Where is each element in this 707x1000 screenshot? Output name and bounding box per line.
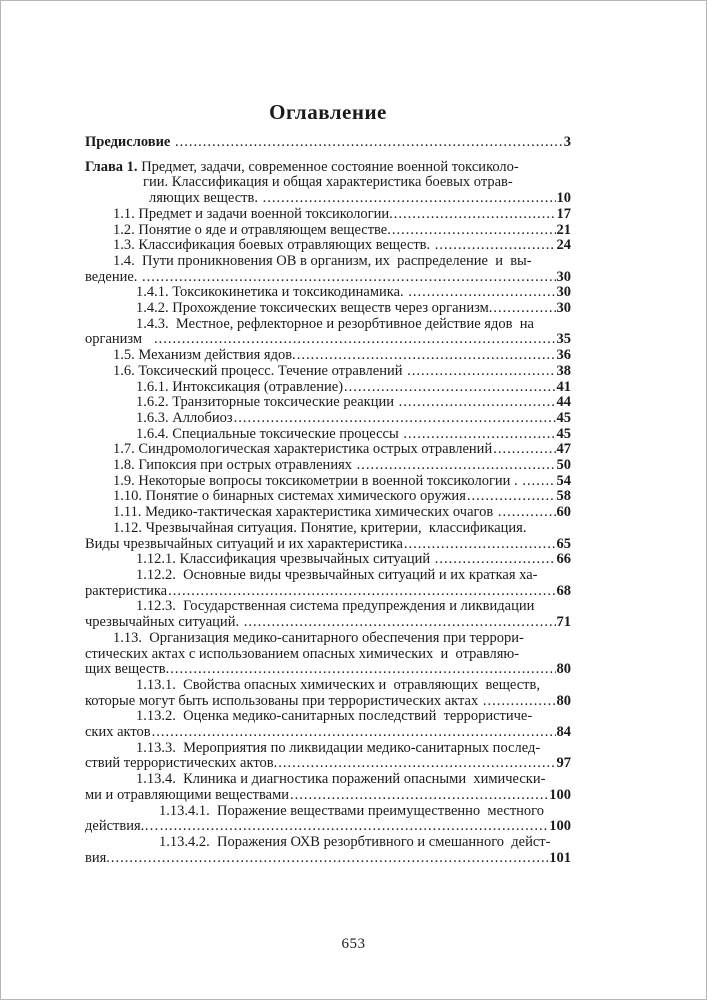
toc-entry-text: 1.1. Предмет и задачи военной токсикологии. <box>113 205 393 222</box>
toc-line <box>85 238 571 254</box>
toc-line <box>85 835 571 851</box>
dot-leader <box>290 788 548 804</box>
toc-page-number: 54 <box>556 472 571 489</box>
toc-entry-text: 1.13.1. Свойства опасных химических и отравляющих веществ, <box>136 676 540 693</box>
toc-line <box>85 270 571 286</box>
toc-entry-text: 1.10. Понятие о бинарных системах химического оружия <box>113 488 466 505</box>
toc-entry-text: 1.9. Некоторые вопросы токсикометрии в военной токсикологии . <box>113 472 522 489</box>
toc-entry-text: рактеристика <box>85 582 168 599</box>
toc-line <box>85 631 571 647</box>
toc-entry-text: 1.12.1. Классификация чрезвычайных ситуаций <box>136 551 434 568</box>
toc-page-number: 38 <box>556 362 571 379</box>
toc-line <box>85 135 571 151</box>
toc-line <box>85 552 571 568</box>
toc-entry-text: Предмет, задачи, современное состояние военной токсиколо- <box>137 158 519 175</box>
toc-line <box>85 474 571 490</box>
toc-line <box>85 191 571 207</box>
toc-page-number: 66 <box>556 551 571 568</box>
toc-lines <box>85 135 571 866</box>
toc-entry-text: ведение. <box>85 268 142 285</box>
toc-line <box>85 301 571 317</box>
toc-line <box>85 332 571 348</box>
toc-entry-text: которые могут быть использованы при террористических актах <box>85 692 482 709</box>
toc-line <box>85 694 571 710</box>
toc-entry-text: 1.6.1. Интоксикация (отравление) <box>136 378 344 395</box>
toc-page-number: 58 <box>556 488 571 505</box>
toc-entry-text: стических актах с использованием опасных химических и отравляю- <box>85 645 520 662</box>
toc-line <box>85 647 571 663</box>
toc-line <box>85 505 571 521</box>
toc-line <box>85 364 571 380</box>
toc-page-number: 100 <box>549 818 571 835</box>
toc-line <box>85 819 571 835</box>
toc-page-number: 3 <box>563 134 571 150</box>
dot-leader <box>408 285 555 301</box>
toc-page-number: 10 <box>556 190 571 207</box>
toc-entry-text: 1.5. Механизм действия ядов. <box>113 347 296 364</box>
toc-entry-text: 1.13.4.1. Поражение веществами преимущественно местного <box>159 802 545 819</box>
toc-line <box>85 568 571 584</box>
dot-leader <box>152 725 556 741</box>
toc-page-number: 41 <box>556 378 571 395</box>
toc-page-number: 97 <box>556 755 571 772</box>
toc-page-number: 30 <box>556 300 571 317</box>
toc-entry-text: 1.3. Классификация боевых отравляющих веществ. <box>113 237 434 254</box>
dot-leader <box>435 238 556 254</box>
toc-line <box>85 804 571 820</box>
toc-page-number: 30 <box>556 284 571 301</box>
dot-leader <box>160 819 549 835</box>
dot-leader <box>522 474 555 490</box>
dot-leader <box>263 191 556 207</box>
dot-leader <box>244 615 556 631</box>
toc-page-number: 35 <box>556 331 571 348</box>
page-title: Оглавление <box>269 100 387 124</box>
toc-page-number: 36 <box>556 347 571 364</box>
dot-leader <box>111 851 548 867</box>
toc-page-number: 84 <box>556 724 571 741</box>
dot-leader <box>154 332 556 348</box>
toc-line <box>85 725 571 741</box>
toc-line <box>85 175 571 191</box>
toc-entry-text: Виды чрезвычайных ситуаций и их характеристика <box>85 535 403 552</box>
toc-line <box>85 223 571 239</box>
toc-page-number: 17 <box>556 205 571 222</box>
dot-leader <box>234 411 556 427</box>
toc-entry-text: 1.6.3. Аллобиоз <box>136 409 233 426</box>
toc-entry-text: Предисловие <box>85 134 174 150</box>
toc-entry-text: гии. Классификация и общая характеристика боевых отрав- <box>143 174 513 191</box>
toc-entry-text: ствий террористических актов. <box>85 755 278 772</box>
toc-line <box>85 599 571 615</box>
toc-entry-text: 1.6. Токсический процесс. Течение отравлений <box>113 362 407 379</box>
toc-line <box>85 380 571 396</box>
toc-line <box>85 395 571 411</box>
dot-leader <box>399 395 556 411</box>
toc-entry-text: 1.12. Чрезвычайная ситуация. Понятие, критерии, классификация. <box>113 519 527 536</box>
toc-page-number: 45 <box>556 425 571 442</box>
toc-line <box>85 584 571 600</box>
toc-page-number: 80 <box>556 661 571 678</box>
toc-page-number: 47 <box>556 441 571 458</box>
dot-leader <box>403 427 555 443</box>
toc-line <box>85 254 571 270</box>
dot-leader <box>467 489 556 505</box>
dot-leader <box>170 662 555 678</box>
dot-leader <box>493 442 555 458</box>
toc-line <box>85 537 571 553</box>
toc-entry-text: 1.4.1. Токсикокинетика и токсикодинамика. <box>136 284 408 301</box>
toc-line <box>85 756 571 772</box>
toc-entry-text: щих веществ. <box>85 661 170 678</box>
toc-entry-text: 1.13.2. Оценка медико-санитарных последствий террористиче- <box>136 708 533 725</box>
dot-leader <box>483 694 556 710</box>
dot-leader <box>278 756 555 772</box>
toc-line <box>85 411 571 427</box>
toc-line <box>85 207 571 223</box>
dot-leader <box>344 380 555 396</box>
dot-leader <box>435 552 556 568</box>
toc-line <box>85 427 571 443</box>
toc-content <box>85 99 571 866</box>
toc-line <box>85 458 571 474</box>
toc-entry-text: 1.13.4.2. Поражения ОХВ резорбтивного и смешанного дейст- <box>159 833 551 850</box>
dot-leader <box>407 364 555 380</box>
toc-page-number: 71 <box>556 614 571 631</box>
dot-leader <box>357 458 556 474</box>
toc-entry-text: 1.8. Гипоксия при острых отравлениях <box>113 457 356 474</box>
toc-entry-text: 1.13. Организация медико-санитарного обеспечения при террори- <box>113 629 524 646</box>
toc-entry-prefix: Глава 1. <box>85 158 138 175</box>
toc-page-number: 68 <box>556 582 571 599</box>
toc-entry-text: вия. <box>85 849 110 866</box>
toc-entry-text: организм <box>85 331 153 348</box>
dot-leader <box>493 301 555 317</box>
toc-entry-text: 1.7. Синдромологическая характеристика острых отравлений <box>113 441 493 458</box>
toc-entry-text: действия.… <box>85 818 159 835</box>
toc-entry-text: 1.6.4. Специальные токсические процессы <box>136 425 403 442</box>
toc-line <box>85 851 571 867</box>
toc-page-number: 50 <box>556 457 571 474</box>
toc-page-number: 60 <box>556 504 571 521</box>
dot-leader <box>498 505 556 521</box>
dot-leader <box>168 584 555 600</box>
toc-entry-text: ляющих веществ. <box>149 190 262 207</box>
toc-line <box>85 489 571 505</box>
toc-line <box>85 678 571 694</box>
toc-page-number: 101 <box>549 849 571 866</box>
toc-line <box>85 709 571 725</box>
toc-line <box>85 741 571 757</box>
toc-entry-text: ских актов <box>85 724 151 741</box>
toc-page-number: 65 <box>556 535 571 552</box>
toc-page-number: 30 <box>556 268 571 285</box>
toc-line <box>85 521 571 537</box>
toc-line <box>85 285 571 301</box>
toc-line <box>85 317 571 333</box>
toc-entry-text: ми и отравляющими веществами <box>85 786 290 803</box>
toc-entry-text: чрезвычайных ситуаций. <box>85 614 243 631</box>
toc-line <box>85 442 571 458</box>
dot-leader <box>297 348 556 364</box>
toc-line <box>85 772 571 788</box>
dot-leader <box>142 270 555 286</box>
toc-line <box>85 788 571 804</box>
toc-page-number: 44 <box>556 394 571 411</box>
toc-entry-text: 1.12.3. Государственная система предупреждения и ликвидации <box>136 598 535 615</box>
toc-entry-text: 1.4.3. Местное, рефлекторное и резорбтивное действие ядов на <box>136 315 534 332</box>
toc-page-number: 24 <box>556 237 571 254</box>
toc-page-number: 45 <box>556 409 571 426</box>
dot-leader <box>404 537 556 553</box>
toc-entry-text: 1.12.2. Основные виды чрезвычайных ситуаций и их краткая ха- <box>136 566 538 583</box>
toc-entry-text: 1.4. Пути проникновения ОВ в организм, их распределение и вы- <box>113 252 532 269</box>
toc-page-number: 100 <box>549 786 571 803</box>
toc-entry-text: 1.4.2. Прохождение токсических веществ через организм. <box>136 300 493 317</box>
dot-leader <box>175 135 563 151</box>
toc-entry-text: 1.2. Понятие о яде и отравляющем веществе. <box>113 221 391 238</box>
toc-entry-text: 1.13.4. Клиника и диагностика поражений опасными химически- <box>136 771 546 788</box>
toc-page-number: 21 <box>556 221 571 238</box>
toc-entry-text: 1.13.3. Мероприятия по ликвидации медико-санитарных послед- <box>136 739 541 756</box>
toc-line <box>85 662 571 678</box>
toc-entry-text: 1.6.2. Транзиторные токсические реакции <box>136 394 398 411</box>
folio-page-number: 653 <box>341 936 366 952</box>
toc-line <box>85 615 571 631</box>
toc-line <box>85 348 571 364</box>
toc-page-number: 80 <box>556 692 571 709</box>
toc-entry-text: 1.11. Медико-тактическая характеристика химических очагов <box>113 504 497 521</box>
dot-leader <box>394 207 556 223</box>
toc-line <box>85 160 571 176</box>
dot-leader <box>392 223 556 239</box>
